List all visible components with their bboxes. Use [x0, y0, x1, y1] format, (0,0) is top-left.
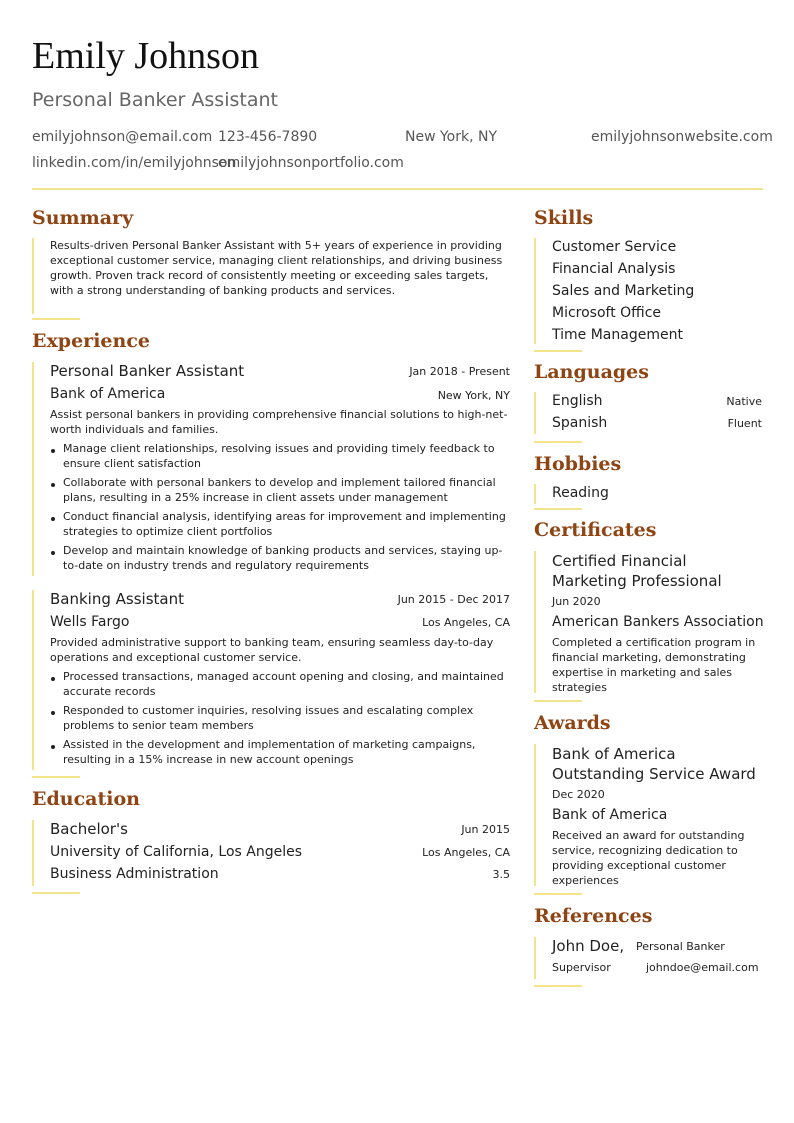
- section-accent-bar: [534, 238, 536, 344]
- job-dates-1: Jan 2018 - Present: [409, 365, 510, 378]
- job-bullet: Processed transactions, managed account opening and closing, and maintained accurate records: [63, 670, 504, 698]
- reference-name: John Doe,: [552, 937, 625, 955]
- bullet-dot: [51, 551, 55, 555]
- job-description-2: Provided administrative support to banking team, ensuring seamless day-to-day operations and exceptional customer service.: [50, 636, 494, 664]
- section-accent-bar: [534, 392, 536, 434]
- award-issuer: Bank of America: [552, 807, 668, 823]
- reference-email[interactable]: johndoe@email.com: [646, 961, 759, 974]
- education-date: Jun 2015: [461, 823, 510, 836]
- degree: Bachelor's: [50, 820, 128, 838]
- portfolio-link[interactable]: emilyjohnsonportfolio.com: [218, 155, 404, 171]
- award-date: Dec 2020: [552, 788, 605, 801]
- section-accent-bar: [32, 362, 34, 576]
- section-accent-bar: [534, 551, 536, 693]
- references-heading: References: [534, 905, 653, 927]
- skill-item: Time Management: [552, 327, 683, 343]
- awards-heading: Awards: [534, 712, 611, 734]
- certificate-date: Jun 2020: [552, 595, 601, 608]
- job-description-1: Assist personal bankers in providing comprehensive financial solutions to high-net-worth individuals and families.: [50, 408, 508, 436]
- school: University of California, Los Angeles: [50, 844, 303, 860]
- job-bullet: Collaborate with personal bankers to develop and implement tailored financial plans, resulting in a 25% increase in client assets under management: [63, 476, 496, 504]
- email-link[interactable]: emilyjohnson@email.com: [32, 129, 213, 145]
- certificate-issuer: American Bankers Association: [552, 614, 764, 630]
- job-bullet: Responded to customer inquiries, resolving issues and escalating complex problems to senior team members: [63, 704, 474, 732]
- bullet-dot: [51, 711, 55, 715]
- hobby-item: Reading: [552, 485, 609, 501]
- job-title-2: Banking Assistant: [50, 590, 184, 608]
- award-title: Bank of America Outstanding Service Award: [552, 745, 756, 783]
- job-bullet: Develop and maintain knowledge of banking products and services, staying up-to-date on industry trends and regulatory requirements: [63, 544, 503, 572]
- section-underline: [32, 892, 80, 894]
- skill-item: Customer Service: [552, 239, 677, 255]
- reference-role-continued: Supervisor: [552, 961, 611, 974]
- certificate-description: Completed a certification program in financial marketing, demonstrating expertise in marketing and sales strategies: [552, 636, 756, 694]
- summary-heading: Summary: [32, 207, 134, 229]
- section-accent-bar: [534, 937, 536, 979]
- section-underline: [534, 508, 582, 510]
- job-dates-2: Jun 2015 - Dec 2017: [397, 593, 510, 606]
- bullet-dot: [51, 745, 55, 749]
- location: New York, NY: [405, 129, 498, 145]
- skill-item: Financial Analysis: [552, 261, 676, 277]
- phone-number: 123-456-7890: [218, 129, 318, 145]
- job-bullet: Conduct financial analysis, identifying areas for improvement and implementing strategies to optimize client portfolios: [63, 510, 506, 538]
- certificate-title: Certified Financial Marketing Professional: [552, 552, 722, 590]
- language-level: Native: [726, 395, 762, 408]
- section-underline: [32, 318, 80, 320]
- header-divider: [32, 188, 763, 190]
- bullet-dot: [51, 677, 55, 681]
- section-underline: [534, 350, 582, 352]
- skill-item: Microsoft Office: [552, 305, 662, 321]
- field-of-study: Business Administration: [50, 866, 219, 882]
- section-underline: [534, 441, 582, 443]
- bullet-dot: [51, 449, 55, 453]
- job-location-1: New York, NY: [437, 389, 510, 402]
- job-title: Personal Banker Assistant: [32, 89, 278, 111]
- job-location-2: Los Angeles, CA: [422, 616, 510, 629]
- gpa: 3.5: [492, 868, 510, 881]
- job-bullet: Assisted in the development and implementation of marketing campaigns, resulting in a 15% increase in new account openings: [63, 738, 476, 766]
- language-name: English: [552, 393, 603, 409]
- section-accent-bar: [534, 484, 536, 504]
- language-name: Spanish: [552, 415, 608, 431]
- award-description: Received an award for outstanding service, recognizing dedication to providing exceptional customer experiences: [552, 829, 745, 887]
- skill-item: Sales and Marketing: [552, 283, 695, 299]
- section-underline: [534, 985, 582, 987]
- certificates-heading: Certificates: [534, 519, 657, 541]
- bullet-dot: [51, 517, 55, 521]
- bullet-dot: [51, 483, 55, 487]
- candidate-name: Emily Johnson: [32, 35, 259, 77]
- education-location: Los Angeles, CA: [422, 846, 510, 859]
- summary-text: Results-driven Personal Banker Assistant with 5+ years of experience in providing exceptional customer service, managing client relationships, and driving business growth. Proven track record of consistently meeting or exceeding sales targets, with a strong understanding of banking products and services.: [50, 239, 503, 297]
- website-link[interactable]: emilyjohnsonwebsite.com: [591, 129, 773, 145]
- section-accent-bar: [534, 744, 536, 886]
- section-accent-bar: [32, 820, 34, 886]
- section-accent-bar: [32, 590, 34, 770]
- section-underline: [534, 893, 582, 895]
- skills-heading: Skills: [534, 207, 594, 229]
- experience-heading: Experience: [32, 330, 150, 352]
- job-company-2: Wells Fargo: [50, 614, 130, 630]
- linkedin-link[interactable]: linkedin.com/in/emilyjohnson: [32, 155, 237, 171]
- section-underline: [534, 700, 582, 702]
- hobbies-heading: Hobbies: [534, 453, 622, 475]
- job-company-1: Bank of America: [50, 386, 166, 402]
- job-bullet: Manage client relationships, resolving issues and providing timely feedback to ensure client satisfaction: [63, 442, 495, 470]
- education-heading: Education: [32, 788, 140, 810]
- section-underline: [32, 776, 80, 778]
- language-level: Fluent: [727, 417, 762, 430]
- reference-role: Personal Banker: [636, 940, 725, 953]
- section-accent-bar: [32, 238, 34, 314]
- languages-heading: Languages: [534, 361, 649, 383]
- job-title-1: Personal Banker Assistant: [50, 362, 245, 380]
